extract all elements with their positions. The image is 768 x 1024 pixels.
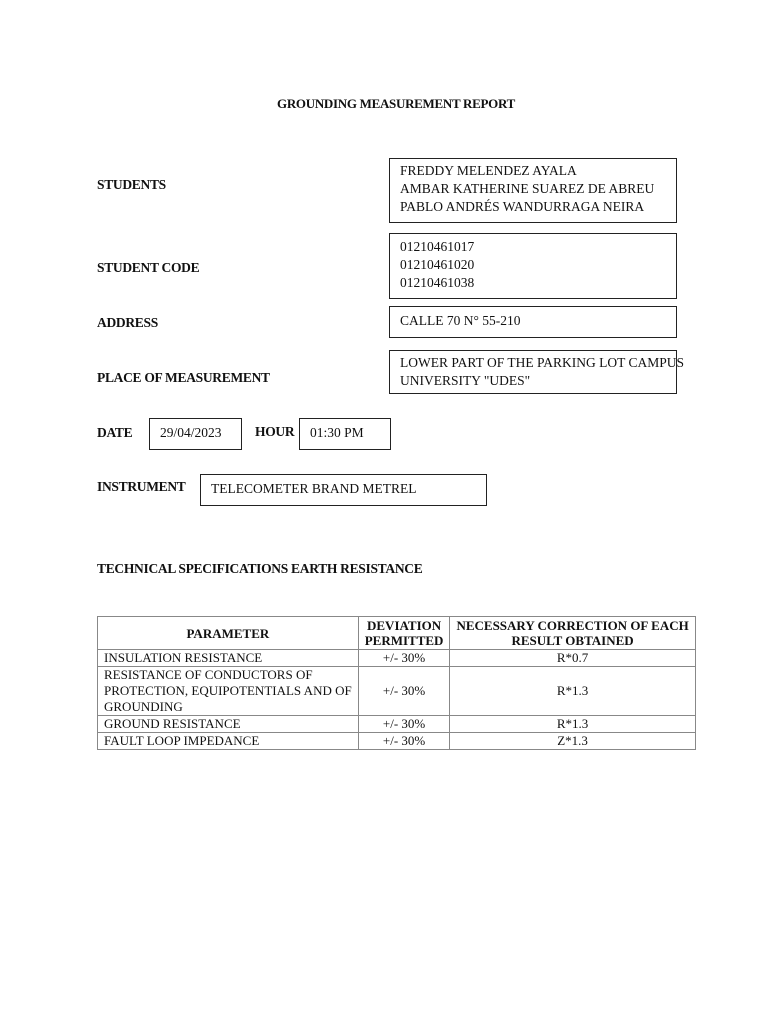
- row-3-correction: R*1.3: [450, 716, 695, 733]
- date-label: DATE: [97, 425, 133, 440]
- students-box: [389, 158, 677, 223]
- place-line-1: LOWER PART OF THE PARKING LOT CAMPUS: [400, 355, 684, 370]
- header-deviation-line-1: DEVIATION: [367, 618, 442, 633]
- table-row: [98, 716, 696, 733]
- instrument-box: [200, 474, 487, 506]
- date-box: [149, 418, 242, 450]
- students-label: STUDENTS: [97, 177, 166, 192]
- table-header-row: [98, 617, 696, 650]
- row-2-parameter: [98, 667, 359, 716]
- report-title: GROUNDING MEASUREMENT REPORT: [277, 96, 515, 111]
- address-label: ADDRESS: [97, 315, 158, 330]
- address-box: [389, 306, 677, 338]
- student-code-2: 01210461020: [400, 257, 475, 272]
- table-row: [98, 667, 696, 716]
- specs-table: [97, 616, 696, 750]
- address-value: CALLE 70 N° 55-210: [400, 313, 521, 328]
- header-correction-line-2: RESULT OBTAINED: [511, 633, 634, 648]
- hour-box: [299, 418, 391, 450]
- row-1-parameter: INSULATION RESISTANCE: [98, 650, 359, 667]
- student-name-3: PABLO ANDRÉS WANDURRAGA NEIRA: [400, 199, 645, 214]
- hour-label: HOUR: [255, 424, 295, 439]
- date-value: 29/04/2023: [160, 425, 222, 440]
- row-4-deviation: +/- 30%: [358, 733, 450, 750]
- student-code-label: STUDENT CODE: [97, 260, 200, 275]
- instrument-value: TELECOMETER BRAND METREL: [211, 481, 417, 496]
- student-code-box: [389, 233, 677, 299]
- row-2-deviation: +/- 30%: [358, 667, 450, 716]
- row-2-parameter-line-3: GROUNDING: [104, 699, 183, 714]
- instrument-label: INSTRUMENT: [97, 479, 186, 494]
- row-1-deviation: +/- 30%: [358, 650, 450, 667]
- header-correction: [450, 617, 695, 650]
- row-1-correction: R*0.7: [450, 650, 695, 667]
- hour-value: 01:30 PM: [310, 425, 364, 440]
- row-2-correction: R*1.3: [450, 667, 695, 716]
- row-2-parameter-line-1: RESISTANCE OF CONDUCTORS OF: [104, 667, 313, 682]
- place-line-2: UNIVERSITY "UDES": [400, 373, 531, 388]
- row-4-parameter: FAULT LOOP IMPEDANCE: [98, 733, 359, 750]
- student-name-2: AMBAR KATHERINE SUAREZ DE ABREU: [400, 181, 655, 196]
- student-code-1: 01210461017: [400, 239, 475, 254]
- row-3-deviation: +/- 30%: [358, 716, 450, 733]
- header-parameter: PARAMETER: [98, 617, 359, 650]
- place-label: PLACE OF MEASUREMENT: [97, 370, 270, 385]
- table-row: [98, 733, 696, 750]
- student-name-1: FREDDY MELENDEZ AYALA: [400, 163, 577, 178]
- spec-heading: TECHNICAL SPECIFICATIONS EARTH RESISTANCE: [97, 561, 423, 576]
- table-row: [98, 650, 696, 667]
- header-correction-line-1: NECESSARY CORRECTION OF EACH: [456, 618, 689, 633]
- header-deviation: [358, 617, 450, 650]
- place-box: [389, 350, 684, 394]
- student-code-3: 01210461038: [400, 275, 475, 290]
- row-2-parameter-line-2: PROTECTION, EQUIPOTENTIALS AND OF: [104, 683, 352, 698]
- row-4-correction: Z*1.3: [450, 733, 695, 750]
- row-3-parameter: GROUND RESISTANCE: [98, 716, 359, 733]
- header-deviation-line-2: PERMITTED: [364, 633, 444, 648]
